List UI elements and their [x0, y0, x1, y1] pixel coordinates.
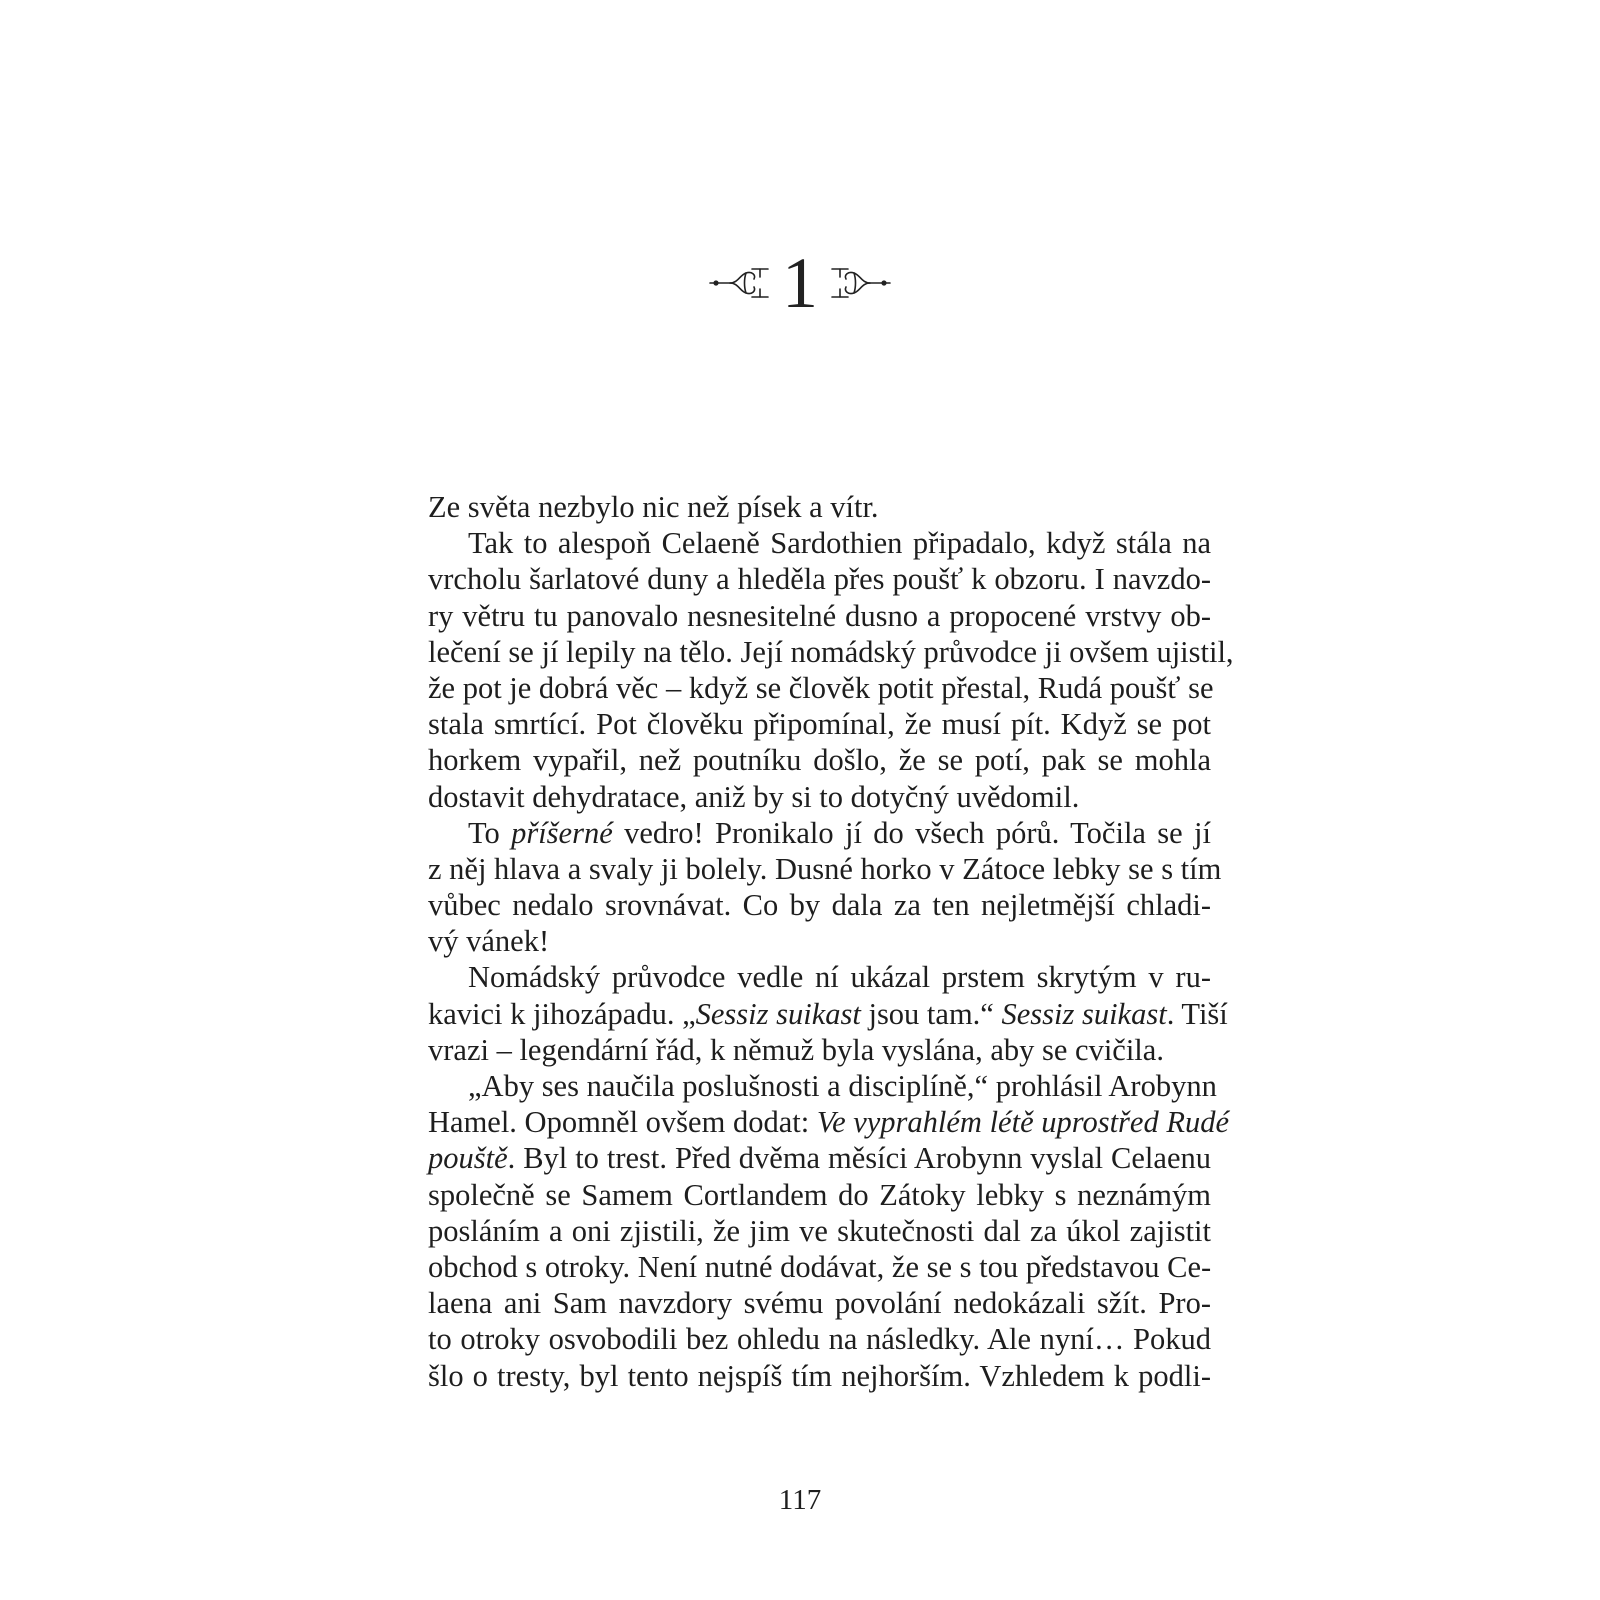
text-segment: dostavit dehydratace, aniž by si to dotyčný uvědomil.: [428, 779, 1080, 814]
text-segment: společně se Samem Cortlandem do Zátoky lebky s neznámým: [428, 1177, 1211, 1212]
text-line: [428, 1104, 1230, 1140]
text-segment: vý vánek!: [428, 924, 550, 959]
text-line: [428, 1285, 1211, 1321]
text-line: [428, 670, 1214, 706]
text-line: [428, 742, 1211, 778]
text-segment: Ze světa nezbylo nic než písek a vítr.: [428, 490, 879, 524]
text-segment: Hamel. Opomněl ovšem dodat:: [428, 1105, 817, 1140]
text-segment: . Byl to trest. Před dvěma měsíci Arobynn vyslal Celaenu: [507, 1141, 1211, 1176]
text-line: [428, 1249, 1211, 1285]
flourish-ornament-left-icon: [708, 263, 770, 303]
text-line: [428, 598, 1211, 634]
text-segment: vedro! Pronikalo jí do všech pórů. Točila se jí: [612, 815, 1211, 850]
text-segment: jsou tam.“: [860, 996, 1002, 1031]
text-line: [428, 561, 1211, 597]
text-line: [428, 815, 1211, 851]
text-line: [428, 525, 1211, 561]
text-segment: posláním a oni zjistili, že jim ve skutečnosti dal za úkol zajistit: [428, 1213, 1211, 1248]
text-segment: . Tiší: [1166, 996, 1228, 1031]
text-segment: Nomádský průvodce vedle ní ukázal prstem skrytým v ru-: [468, 960, 1211, 995]
text-segment: obchod s otroky. Není nutné dodávat, že se s tou představou Ce-: [428, 1249, 1212, 1284]
text-line: [428, 1140, 1211, 1176]
text-segment: To: [468, 815, 512, 850]
text-segment: Tak to alespoň Celaeně Sardothien připadalo, když stála na: [468, 526, 1211, 561]
italic-text-segment: Sessiz suikast: [695, 996, 861, 1031]
text-segment: z něj hlava a svaly ji bolely. Dusné horko v Zátoce lebky se s tím: [428, 851, 1222, 886]
text-segment: laena ani Sam navzdory svému povolání nedokázali sžít. Pro-: [428, 1286, 1211, 1321]
text-segment: ry větru tu panovalo nesnesitelné dusno a propocené vrstvy ob-: [428, 598, 1211, 633]
text-line: [428, 959, 1211, 995]
text-line: [428, 1321, 1211, 1357]
text-segment: vrazi – legendární řád, k němuž byla vyslána, aby se cvičila.: [428, 1032, 1164, 1067]
italic-text-segment: příšerné: [511, 815, 613, 850]
text-line: [428, 1032, 1211, 1068]
text-line: [428, 779, 1211, 815]
italic-text-segment: pouště: [428, 1141, 508, 1176]
chapter-body-text: [428, 489, 1234, 1394]
text-line: [428, 851, 1222, 887]
text-line: [428, 887, 1211, 923]
text-segment: vrcholu šarlatové duny a hleděla přes poušť k obzoru. I navzdo-: [428, 562, 1211, 597]
text-line: [428, 489, 1211, 525]
text-segment: stala smrtící. Pot člověku připomínal, že musí pít. Když se pot: [428, 707, 1211, 742]
chapter-heading: [0, 238, 1600, 328]
text-segment: lečení se jí lepily na tělo. Její nomádský průvodce ji ovšem ujistil,: [428, 634, 1234, 669]
text-line: [428, 1177, 1211, 1213]
text-line: [428, 1358, 1211, 1394]
page-number: 117: [778, 1484, 822, 1516]
text-segment: to otroky osvobodili bez ohledu na následky. Ale nyní… Pokud: [428, 1322, 1211, 1357]
italic-text-segment: Sessiz suikast: [1001, 996, 1167, 1031]
text-line: [428, 1213, 1211, 1249]
text-segment: že pot je dobrá věc – když se člověk potit přestal, Rudá poušť se: [428, 670, 1214, 705]
text-line: [428, 634, 1234, 670]
italic-text-segment: Ve vyprahlém létě uprostřed Rudé: [816, 1105, 1230, 1140]
text-segment: horkem vypařil, než poutníku došlo, že se potí, pak se mohla: [428, 743, 1211, 778]
text-segment: kavici k jihozápadu. „: [428, 996, 696, 1031]
text-segment: šlo o tresty, byl tento nejspíš tím nejhorším. Vzhledem k podli-: [428, 1358, 1211, 1393]
text-line: [428, 706, 1211, 742]
chapter-number: 1: [782, 243, 818, 323]
text-line: [428, 923, 1211, 959]
text-segment: vůbec nedalo srovnávat. Co by dala za ten nejletmější chladi-: [428, 888, 1211, 923]
text-line: [428, 1068, 1217, 1104]
flourish-ornament-right-icon: [830, 263, 892, 303]
text-line: [428, 996, 1228, 1032]
text-segment: „Aby ses naučila poslušnosti a disciplíně,“ prohlásil Arobynn: [468, 1069, 1217, 1103]
